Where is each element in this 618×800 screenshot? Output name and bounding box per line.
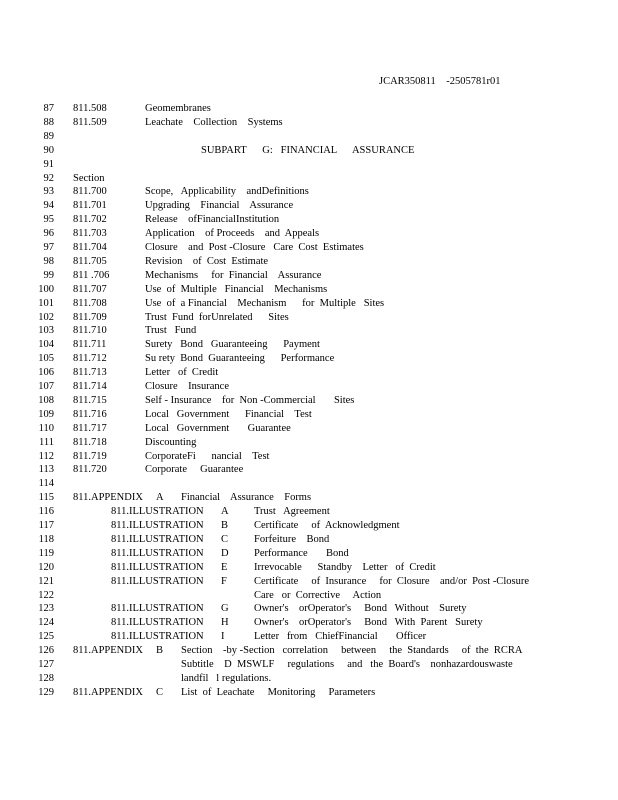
section-title: Closure and Post -Closure Care Cost Estimates — [145, 242, 364, 253]
toc-line — [0, 491, 618, 505]
illustration-letter: A — [221, 506, 229, 518]
appendix-title-continued: landfil l regulations. — [181, 672, 272, 684]
line-number: 113 — [38, 464, 54, 476]
section-title: Release ofFinancialInstitution — [145, 214, 280, 226]
line-number: 87 — [43, 103, 54, 114]
line-number: 127 — [38, 659, 54, 670]
illustration-number: 811.ILLUSTRATION — [111, 533, 204, 545]
toc-line — [0, 255, 618, 269]
section-number: 811.710 — [73, 325, 107, 337]
section-title: Geomembranes — [145, 103, 211, 114]
illustration-number: 811.ILLUSTRATION — [111, 506, 204, 518]
toc-line — [0, 672, 618, 686]
line-number: 94 — [43, 200, 54, 212]
section-number: 811 .706 — [73, 269, 110, 281]
toc-line — [0, 324, 618, 338]
line-number: 112 — [38, 450, 54, 462]
section-title: Use of Multiple Financial Mechanisms — [145, 283, 328, 295]
appendix-title: Financial Assurance Forms — [181, 492, 312, 504]
section-title: Local Government Guarantee — [145, 422, 291, 434]
line-number: 116 — [38, 506, 54, 518]
illustration-number: 811.ILLUSTRATION — [111, 603, 204, 615]
appendix-letter: C — [156, 686, 164, 698]
line-number: 126 — [38, 645, 54, 657]
section-title: Application of Proceeds and Appeals — [145, 228, 320, 240]
line-number: 106 — [38, 367, 54, 379]
illustration-letter: G — [221, 603, 229, 615]
appendix-number: 811.APPENDIX — [73, 492, 143, 504]
section-number: 811.707 — [73, 283, 107, 295]
toc-line — [0, 158, 618, 172]
toc-line — [0, 658, 618, 672]
line-number: 105 — [38, 353, 54, 365]
toc-line — [0, 630, 618, 644]
section-number: 811.717 — [73, 422, 107, 434]
section-title: Trust Fund forUnrelated Sites — [145, 311, 289, 323]
toc-line — [0, 547, 618, 561]
toc-line — [0, 144, 618, 158]
section-number: 811.509 — [73, 116, 107, 128]
toc-line — [0, 394, 618, 408]
line-number: 110 — [38, 422, 54, 434]
line-number: 108 — [38, 394, 54, 406]
illustration-letter: H — [221, 617, 229, 629]
section-title: Revision of Cost Estimate — [145, 255, 269, 267]
line-number: 115 — [38, 492, 54, 504]
toc-line — [0, 589, 618, 603]
toc-line — [0, 422, 618, 436]
toc-line — [0, 505, 618, 519]
document-id-header: JCAR350811 -2505781r01 — [379, 76, 501, 87]
section-title: CorporateFi nancial Test — [145, 450, 270, 462]
section-number: 811.508 — [73, 103, 107, 114]
line-number: 129 — [38, 686, 54, 698]
line-number: 90 — [43, 144, 54, 156]
toc-line — [0, 686, 618, 700]
line-number: 114 — [38, 478, 54, 490]
illustration-number: 811.ILLUSTRATION — [111, 575, 204, 587]
section-number: 811.701 — [73, 200, 107, 212]
toc-line — [0, 213, 618, 227]
section-title: Su rety Bond Guaranteeing Performance — [145, 353, 335, 365]
toc-line — [0, 283, 618, 297]
illustration-letter: D — [221, 547, 229, 559]
toc-line — [0, 575, 618, 589]
line-number: 123 — [38, 603, 54, 615]
toc-line — [0, 519, 618, 533]
section-title: Scope, Applicability andDefinitions — [145, 186, 309, 198]
section-number: 811.715 — [73, 394, 107, 406]
toc-line — [0, 602, 618, 616]
illustration-title: Certificate of Insurance for Closure and/or Post -Closure — [254, 575, 529, 587]
section-number: 811.704 — [73, 242, 107, 253]
toc-line — [0, 269, 618, 283]
illustration-number: 811.ILLUSTRATION — [111, 617, 204, 629]
illustration-title: Owner's orOperator's Bond Without Surety — [254, 603, 467, 615]
section-title: Use of a Financial Mechanism for Multiple Sites — [145, 297, 385, 309]
line-number: 98 — [43, 255, 54, 267]
line-number: 96 — [43, 228, 54, 240]
line-number: 107 — [38, 381, 54, 392]
toc-line — [0, 408, 618, 422]
section-number: 811.718 — [73, 436, 107, 448]
section-number: 811.713 — [73, 367, 107, 379]
toc-line — [0, 241, 618, 255]
section-number: 811.709 — [73, 311, 107, 323]
illustration-letter: E — [221, 561, 228, 573]
toc-line — [0, 366, 618, 380]
section-title: Trust Fund — [145, 325, 197, 337]
section-number: 811.702 — [73, 214, 107, 226]
line-number: 104 — [38, 339, 54, 351]
toc-line — [0, 644, 618, 658]
line-number: 95 — [43, 214, 54, 226]
toc-line — [0, 616, 618, 630]
line-number: 121 — [38, 575, 54, 587]
toc-line — [0, 477, 618, 491]
section-number: 811.714 — [73, 381, 107, 392]
line-number: 97 — [43, 242, 54, 253]
appendix-letter: B — [156, 645, 164, 657]
line-number: 117 — [38, 520, 54, 531]
toc-line — [0, 463, 618, 477]
section-title: Letter of Credit — [145, 367, 219, 379]
toc-line — [0, 130, 618, 144]
line-number: 118 — [38, 533, 54, 545]
toc-line — [0, 450, 618, 464]
illustration-number: 811.ILLUSTRATION — [111, 547, 204, 559]
toc-line — [0, 297, 618, 311]
section-title: Leachate Collection Systems — [145, 116, 283, 128]
section-number: 811.703 — [73, 228, 107, 240]
subpart-heading: SUBPART G: FINANCIAL ASSURANCE — [201, 144, 415, 156]
appendix-number: 811.APPENDIX — [73, 645, 143, 657]
line-number: 103 — [38, 325, 54, 337]
section-number: 811.700 — [73, 186, 107, 198]
line-number: 120 — [38, 561, 54, 573]
section-number: 811.705 — [73, 255, 107, 267]
illustration-number: 811.ILLUSTRATION — [111, 561, 204, 573]
toc-line — [0, 338, 618, 352]
line-number: 93 — [43, 186, 54, 198]
line-number: 101 — [38, 297, 54, 309]
appendix-number: 811.APPENDIX — [73, 686, 143, 698]
illustration-letter: B — [221, 520, 229, 531]
illustration-title: Trust Agreement — [254, 506, 330, 518]
toc-line — [0, 199, 618, 213]
section-title: Upgrading Financial Assurance — [145, 200, 294, 212]
line-number: 92 — [43, 172, 54, 184]
toc-line — [0, 436, 618, 450]
toc-line — [0, 185, 618, 199]
illustration-title: Forfeiture Bond — [254, 533, 330, 545]
section-number: 811.711 — [73, 339, 107, 351]
toc-line — [0, 380, 618, 394]
illustration-title-continued: Care or Corrective Action — [254, 589, 382, 601]
toc-line — [0, 227, 618, 241]
line-number: 111 — [39, 436, 54, 448]
toc-line — [0, 561, 618, 575]
section-title: Surety Bond Guaranteeing Payment — [145, 339, 320, 351]
appendix-title: Section -by -Section correlation between the Standards of the RCRA — [181, 645, 523, 657]
line-number: 128 — [38, 672, 54, 684]
illustration-title: Owner's orOperator's Bond With Parent Surety — [254, 617, 483, 629]
section-number: 811.708 — [73, 297, 107, 309]
section-title: Closure Insurance — [145, 381, 229, 392]
toc-line — [0, 533, 618, 547]
toc-line — [0, 311, 618, 325]
line-number: 125 — [38, 631, 54, 643]
illustration-number: 811.ILLUSTRATION — [111, 631, 204, 643]
line-number: 124 — [38, 617, 54, 629]
line-number: 99 — [43, 269, 54, 281]
section-number: 811.719 — [73, 450, 107, 462]
appendix-letter: A — [156, 492, 164, 504]
line-number: 119 — [38, 547, 54, 559]
appendix-title: List of Leachate Monitoring Parameters — [181, 686, 376, 698]
section-number: 811.720 — [73, 464, 107, 476]
illustration-number: 811.ILLUSTRATION — [111, 520, 204, 531]
toc-line — [0, 116, 618, 130]
section-title: Local Government Financial Test — [145, 408, 312, 420]
line-number: 88 — [43, 116, 54, 128]
illustration-title: Certificate of Acknowledgment — [254, 520, 400, 531]
line-number: 102 — [38, 311, 54, 323]
line-number: 122 — [38, 589, 54, 601]
illustration-title: Performance Bond — [254, 547, 349, 559]
illustration-letter: F — [221, 575, 227, 587]
line-number: 89 — [43, 130, 54, 142]
line-number: 100 — [38, 283, 54, 295]
line-number: 91 — [43, 158, 54, 170]
toc-line — [0, 172, 618, 186]
illustration-title: Irrevocable Standby Letter of Credit — [254, 561, 436, 573]
illustration-letter: I — [221, 631, 225, 643]
toc-line — [0, 352, 618, 366]
section-number: 811.712 — [73, 353, 107, 365]
section-title: Mechanisms for Financial Assurance — [145, 269, 322, 281]
toc-line — [0, 102, 618, 116]
line-number: 109 — [38, 408, 54, 420]
section-title: Discounting — [145, 436, 197, 448]
section-title: Corporate Guarantee — [145, 464, 244, 476]
appendix-title-continued: Subtitle D MSWLF regulations and the Board's nonhazardouswaste — [181, 659, 513, 670]
section-title: Self - Insurance for Non -Commercial Sites — [145, 394, 355, 406]
illustration-title: Letter from ChiefFinancial Officer — [254, 631, 427, 643]
section-number: 811.716 — [73, 408, 107, 420]
section-heading: Section — [73, 172, 105, 184]
illustration-letter: C — [221, 533, 229, 545]
